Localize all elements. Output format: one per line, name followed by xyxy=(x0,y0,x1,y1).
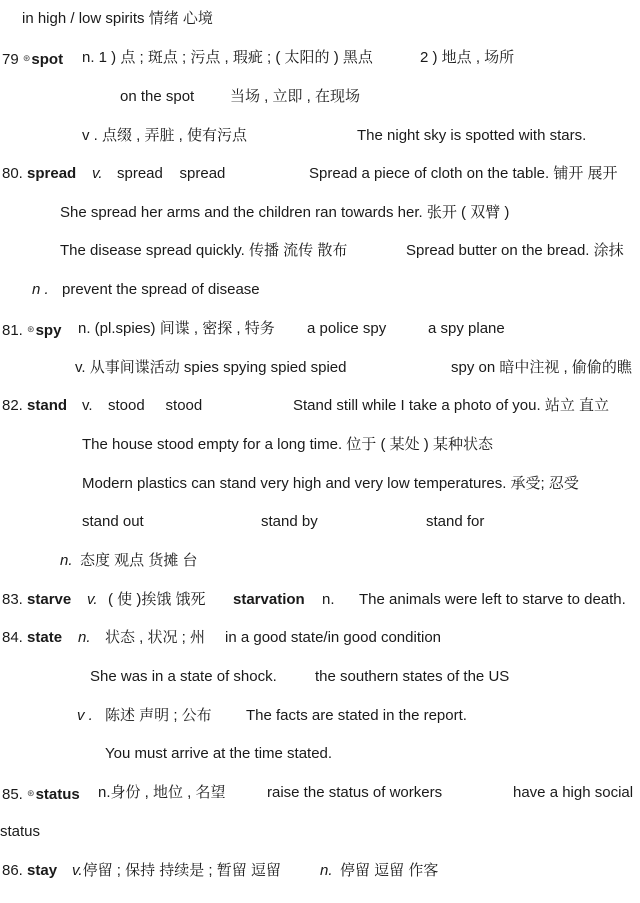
verb-definition: ( 使 )挨饿 饿死 xyxy=(108,591,206,608)
entry-spot-heading xyxy=(2,48,63,70)
example-sentence-2: She spread her arms and the children ran towards her. 张开 ( 双臂 ) xyxy=(60,204,510,221)
example-sentence: The animals were left to starve to death. xyxy=(359,591,626,608)
example-sentence-3: The disease spread quickly. 传播 流传 散布 xyxy=(60,242,348,259)
example-phrase-1: raise the status of workers xyxy=(267,784,443,801)
verb-definition: 停留 ; 保持 持续是 ; 暂留 逗留 xyxy=(82,862,281,879)
phrase-in-high-low-spirits: in high / low spirits 情绪 心境 xyxy=(22,10,213,27)
example-sentence-2: She was in a state of shock. xyxy=(90,668,277,685)
part-of-speech-noun: n. xyxy=(320,862,333,879)
phrase: on the spot xyxy=(120,88,195,105)
entry-number: 80. xyxy=(2,165,23,182)
phrase-3: stand for xyxy=(426,513,485,530)
verb-forms: spread spread xyxy=(117,165,226,182)
part-of-speech: v. xyxy=(92,165,103,182)
headword: stay xyxy=(27,862,58,879)
entry-spy-heading xyxy=(2,319,61,341)
noun-definition: n. (pl.spies) 间谍 , 密探 , 特务 xyxy=(78,320,275,337)
verb-forms: stood stood xyxy=(108,397,203,414)
verb-definition: 陈述 声明 ; 公布 xyxy=(105,707,212,724)
example-sentence-4: Spread butter on the bread. 涂抹 xyxy=(406,242,624,259)
headword: state xyxy=(27,629,63,646)
noun-definition-1: n. 1 ) 点 ; 斑点 ; 污点 , 瑕疵 ; ( 太阳的 ) 黑点 xyxy=(82,49,373,66)
entry-number: 79 xyxy=(2,51,19,68)
example-phrase-2: have a high social xyxy=(513,784,634,801)
entry-number: 81. xyxy=(2,322,23,339)
example-sentence-5: You must arrive at the time stated. xyxy=(105,745,333,762)
entry-number: 82. xyxy=(2,397,23,414)
key-word-marker-icon: ⊛ xyxy=(27,324,35,334)
phrase-1: stand out xyxy=(82,513,144,530)
verb-definition-group xyxy=(72,861,281,881)
phrase-2: stand by xyxy=(261,513,318,530)
headword: stand xyxy=(27,397,68,414)
example-phrase-1: in a good state/in good condition xyxy=(225,629,441,646)
entry-stay-heading xyxy=(2,861,57,881)
headword: spot xyxy=(31,51,64,68)
headword: spread xyxy=(27,165,77,182)
phrase: spy on 暗中注视 , 偷偷的瞧 xyxy=(451,359,632,376)
entry-starve-heading xyxy=(2,590,71,610)
phrase-definition: 当场 , 立即 , 在现场 xyxy=(230,88,361,105)
example-phrase-2-continued: status xyxy=(0,823,41,840)
example-sentence-1: Stand still while I take a photo of you. 站立 直立 xyxy=(293,397,609,414)
example-phrase-3: the southern states of the US xyxy=(315,668,510,685)
key-word-marker-icon: ⊛ xyxy=(22,53,31,63)
headword: status xyxy=(35,786,80,803)
entry-stand-heading xyxy=(2,396,67,416)
entry-number: 83. xyxy=(2,591,23,608)
noun-example: prevent the spread of disease xyxy=(62,281,260,298)
example-sentence-1: Spread a piece of cloth on the table. 铺开 展开 xyxy=(309,165,618,182)
example-sentence-2: The house stood empty for a long time. 位于 ( 某处 ) 某种状态 xyxy=(82,436,493,453)
part-of-speech-verb: v . xyxy=(77,707,93,724)
noun-definition: 状态 , 状况 ; 州 xyxy=(105,629,206,646)
part-of-speech: n. xyxy=(78,629,91,646)
example-sentence-4: The facts are stated in the report. xyxy=(246,707,467,724)
example-phrase-2: a spy plane xyxy=(428,320,505,337)
part-of-speech: v. xyxy=(87,591,98,608)
entry-status-heading xyxy=(2,783,80,805)
example-sentence: The night sky is spotted with stars. xyxy=(357,127,587,144)
noun-definition: 停留 逗留 作客 xyxy=(340,862,439,879)
entry-number: 85. xyxy=(2,786,23,803)
example-phrase-1: a police spy xyxy=(307,320,387,337)
part-of-speech-verb: v. xyxy=(72,862,83,879)
noun-definition: n.身份 , 地位 , 名望 xyxy=(98,784,226,801)
key-word-marker-icon: ⊛ xyxy=(27,788,35,798)
verb-definition: v. 从事间谍活动 spies spying spied spied xyxy=(75,359,347,376)
derived-part-of-speech: n. xyxy=(322,591,335,608)
entry-state-heading xyxy=(2,628,62,648)
noun-definition: 态度 观点 货摊 台 xyxy=(80,552,198,569)
derived-word: starvation xyxy=(233,591,305,608)
verb-definition: v . 点缀 , 弄脏 , 使有污点 xyxy=(82,127,248,144)
entry-spread-heading xyxy=(2,164,76,184)
noun-definition-2: 2 ) 地点 , 场所 xyxy=(420,49,515,66)
part-of-speech: v. xyxy=(82,397,93,414)
part-of-speech-noun: n. xyxy=(60,552,73,569)
entry-number: 84. xyxy=(2,629,23,646)
headword: starve xyxy=(27,591,72,608)
part-of-speech-noun: n . xyxy=(32,281,49,298)
entry-number: 86. xyxy=(2,862,23,879)
headword: spy xyxy=(35,322,62,339)
example-sentence-3: Modern plastics can stand very high and very low temperatures. 承受; 忍受 xyxy=(82,475,579,492)
